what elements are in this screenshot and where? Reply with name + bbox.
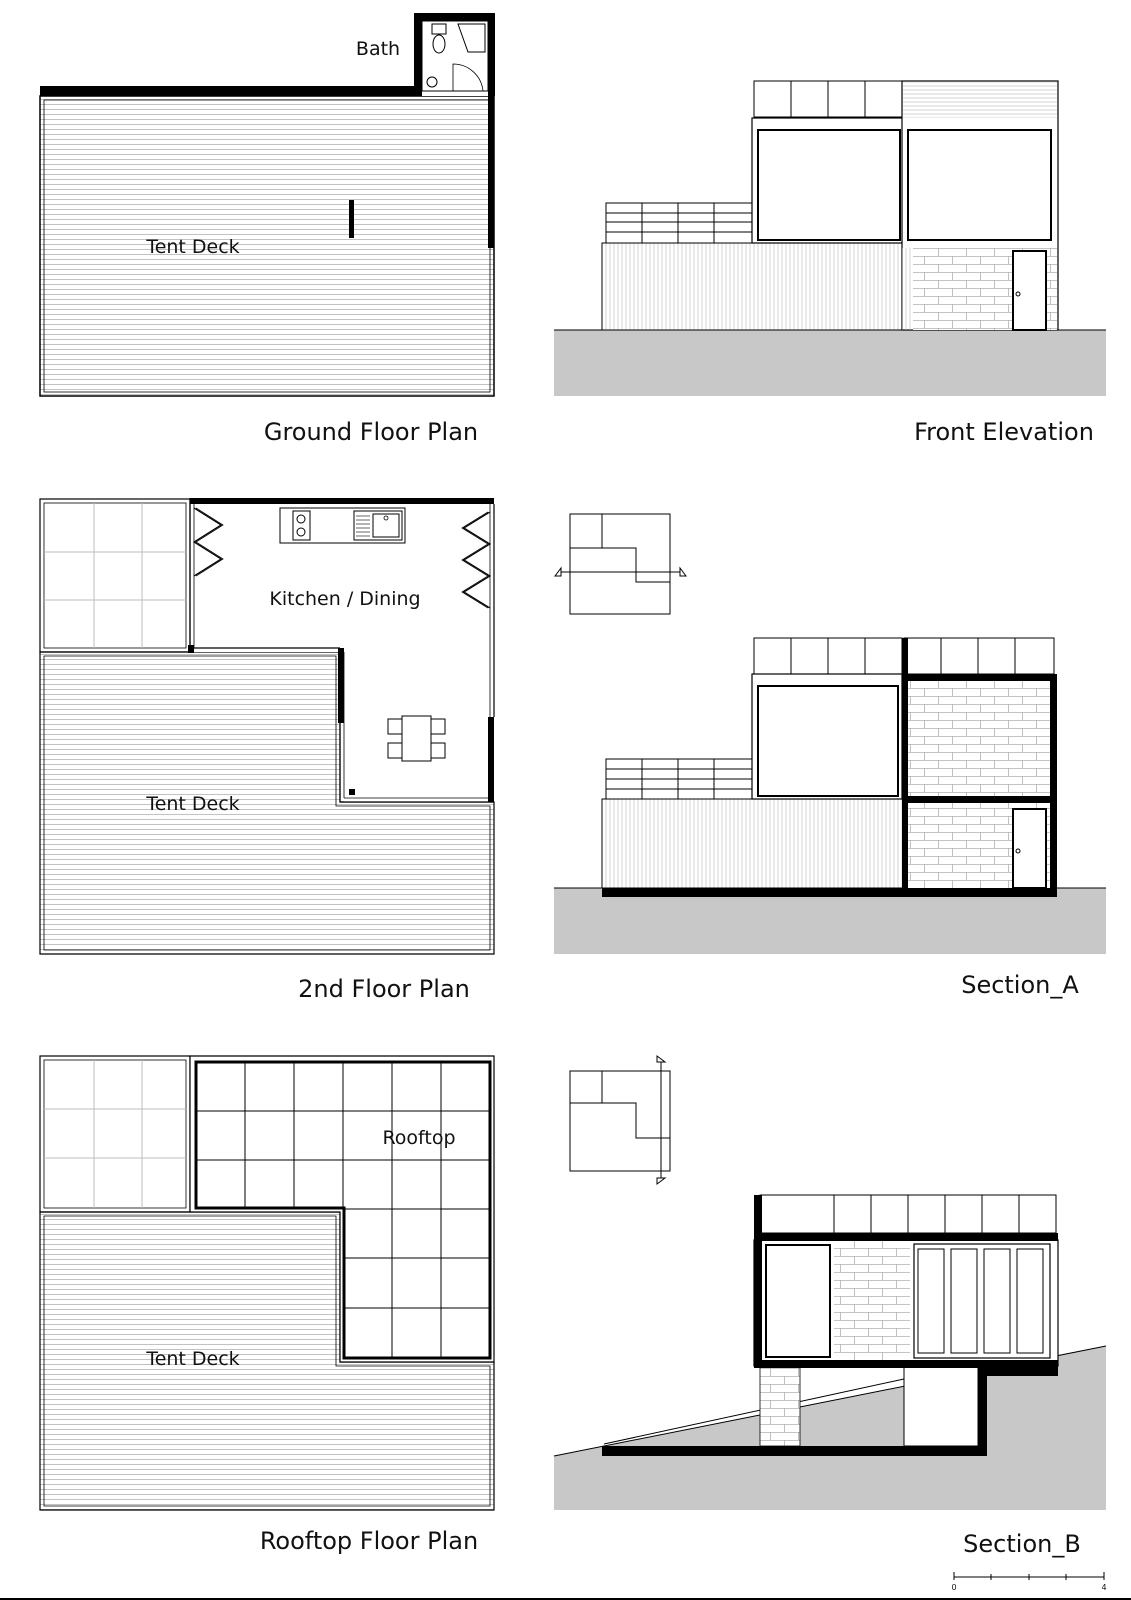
front-elevation <box>554 81 1106 446</box>
section-arrow-left <box>555 568 561 576</box>
ground-floor-plan <box>40 13 495 446</box>
section-b-title: Section_B <box>963 1530 1081 1558</box>
bath-room <box>414 13 495 96</box>
rooftop-floor-plan-title: Rooftop Floor Plan <box>259 1527 479 1555</box>
front-top-railing <box>754 81 902 117</box>
section-a-ground <box>554 888 1106 954</box>
second-tent-deck-label: Tent Deck <box>146 793 240 815</box>
scale-bar-start: 0 <box>951 1583 957 1592</box>
rooftop-tent-deck-label: Tent Deck <box>146 1348 240 1370</box>
section-arrow-right <box>680 568 686 576</box>
front-ground <box>554 330 1106 396</box>
ground-tent-deck-label: Tent Deck <box>146 236 240 258</box>
section-a <box>554 514 1106 999</box>
section-b-brick-wall <box>834 1241 910 1360</box>
section-b-arrow-bottom <box>657 1178 665 1184</box>
second-floor-plan-title: 2nd Floor Plan <box>298 975 470 1003</box>
scale-bar <box>951 1572 1106 1592</box>
ground-east-wall <box>488 96 494 248</box>
rooftop-label: Rooftop <box>382 1127 456 1149</box>
section-a-key-plan <box>555 514 686 614</box>
ground-post <box>349 200 354 238</box>
kitchen-north-wall <box>190 498 494 504</box>
section-b-arrow-top <box>657 1056 665 1062</box>
section-b-top-railing <box>760 1195 1056 1233</box>
section-a-title: Section_A <box>961 971 1079 999</box>
scale-bar-end: 4 <box>1101 1583 1107 1592</box>
second-floor-plan <box>40 498 494 1003</box>
rooftop-floor-plan <box>40 1056 494 1555</box>
ground-deck <box>40 96 494 396</box>
front-elevation-title: Front Elevation <box>914 418 1094 446</box>
section-b-brick-pier <box>760 1366 800 1446</box>
ground-floor-plan-title: Ground Floor Plan <box>263 418 479 446</box>
section-b-key-plan <box>570 1056 670 1184</box>
front-door <box>1013 251 1046 330</box>
kitchen-dining-label: Kitchen / Dining <box>269 588 421 610</box>
second-patio-grid <box>40 499 190 652</box>
section-a-railing <box>606 759 752 799</box>
section-a-door <box>1013 809 1046 888</box>
section-b <box>554 1056 1106 1558</box>
front-railing <box>606 203 752 243</box>
bath-label: Bath <box>355 38 401 60</box>
